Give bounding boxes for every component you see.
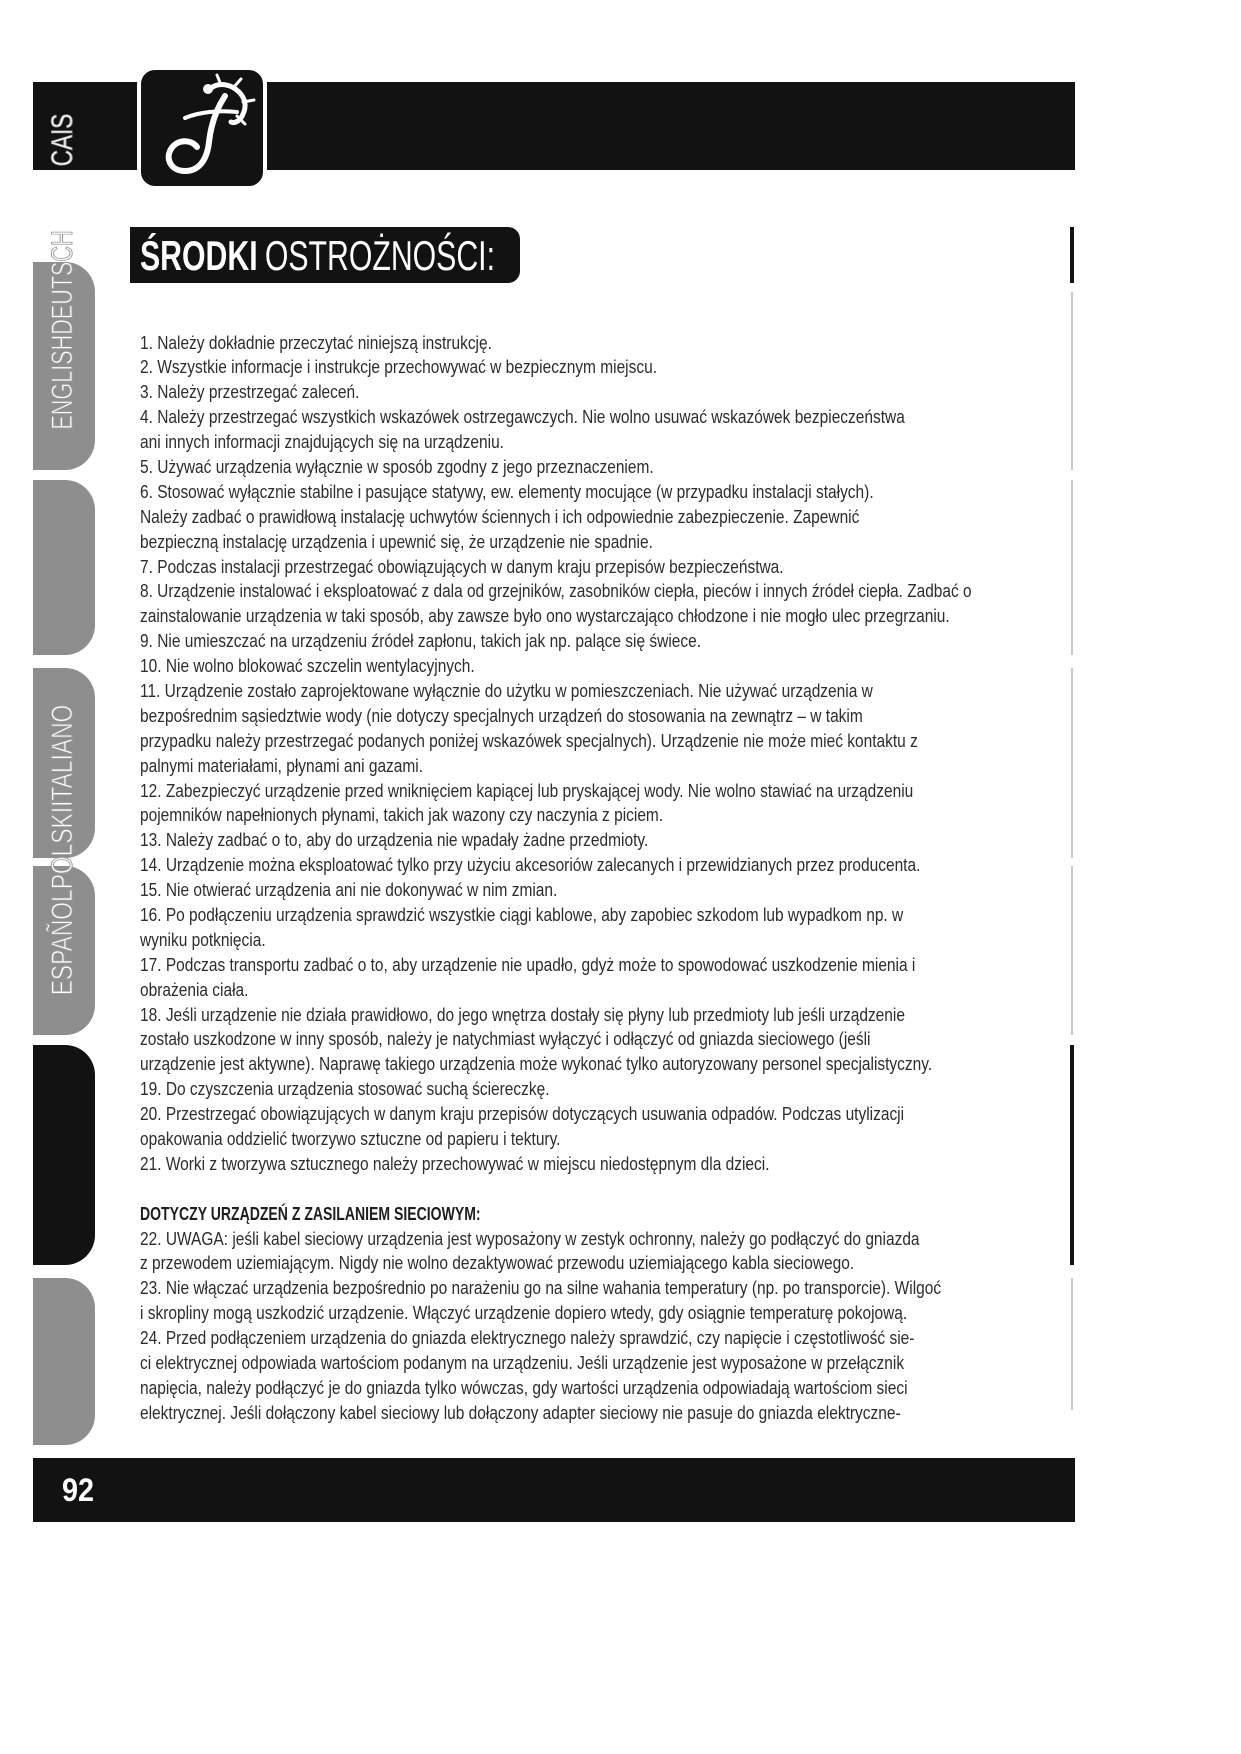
text-line: pojemników napełnionych płynami, takich jak wazony czy naczynia z piciem. [140, 805, 664, 826]
text-line: 5. Używać urządzenia wyłącznie w sposób zgodny z jego przeznaczeniem. [140, 456, 654, 477]
text-line: 14. Urządzenie można eksploatować tylko przy użyciu akcesoriów zalecanych i przewidzianych przez producenta. [140, 855, 921, 876]
text-line: i skropliny mogą uszkodzić urządzenie. Włączyć urządzenie dopiero wtedy, gdy osiągnie temperaturę pokojową. [140, 1303, 908, 1324]
text-line: urządzenie jest aktywne). Naprawę takiego urządzenia może wykonać tylko autoryzowany personel specjalistyczny. [140, 1054, 933, 1075]
footer-band [33, 1458, 1075, 1522]
edge-rule-segment [1071, 480, 1073, 655]
page-title [140, 227, 495, 283]
text-line: 11. Urządzenie zostało zaprojektowane wyłącznie do użytku w pomieszczeniach. Nie używać urządzenia w [140, 680, 873, 701]
precautions-text [140, 331, 980, 1426]
page-number: 92 [62, 1472, 95, 1508]
text-line: wyniku potknięcia. [140, 929, 266, 950]
edge-rule-segment [1071, 668, 1073, 858]
language-tab [33, 1278, 95, 1445]
brand-logo [137, 66, 267, 190]
text-line: 2. Wszystkie informacje i instrukcje przechowywać w bezpiecznym miejscu. [140, 357, 658, 378]
language-label-top: CAIS [46, 113, 79, 167]
title-light: OSTROŻNOŚCI: [264, 232, 495, 279]
title-bold: ŚRODKI [140, 232, 258, 279]
edge-rule-segment [1070, 1045, 1074, 1265]
text-line: 7. Podczas instalacji przestrzegać obowiązujących w danym kraju przepisów bezpieczeństwa. [140, 556, 784, 577]
text-line: 23. Nie włączać urządzenia bezpośrednio po narażeniu go na silne wahania temperatury (np. po transporcie). Wilgoć [140, 1278, 942, 1299]
text-line: 4. Należy przestrzegać wszystkich wskazówek ostrzegawczych. Nie wolno usuwać wskazówek bezpieczeństwa [140, 407, 905, 428]
text-line: 18. Jeśli urządzenie nie działa prawidłowo, do jego wnętrza dostały się płyny lub przedmioty lub jeśli urządzenie [140, 1004, 905, 1025]
text-line: przypadku należy przestrzegać podanych poniżej wskazówek specjalnych). Urządzenie nie może mieć kontaktu z [140, 730, 918, 751]
language-label-lower: ESPAÑOLPOLSKIITALIANO [46, 704, 79, 996]
section-title-bar [130, 227, 520, 283]
text-line: 22. UWAGA: jeśli kabel sieciowy urządzenia jest wyposażony w zestyk ochronny, należy go podłączyć do gniazda [140, 1228, 920, 1249]
language-tab-current [33, 1045, 95, 1265]
language-label-upper: ENGLISHDEUTSCH [46, 230, 79, 430]
text-line: opakowania oddzielić tworzywo sztuczne od papieru i tektury. [140, 1129, 561, 1149]
mains-section-heading: DOTYCZY URZĄDZEŃ Z ZASILANIEM SIECIOWYM: [140, 1203, 481, 1224]
language-tab [33, 480, 95, 655]
edge-rule-segment [1070, 227, 1074, 283]
text-line: napięcia, należy podłączyć je do gniazda tylko wówczas, gdy wartości urządzenia odpowiadają wartościom sieci [140, 1377, 908, 1398]
text-line: ani innych informacji znajdujących się na urządzeniu. [140, 432, 504, 453]
logo-icon [141, 70, 263, 186]
edge-rule-segment [1071, 292, 1073, 470]
text-line: z przewodem uziemiającym. Nigdy nie wolno dezaktywować przewodu uziemiającego kabla sieciowego. [140, 1253, 855, 1274]
text-line: obrażenia ciała. [140, 979, 249, 1000]
edge-rule-segment [1071, 1278, 1073, 1410]
text-line: bezpośrednim sąsiedztwie wody (nie dotyczy specjalnych urządzeń do stosowania na zewnątrz – w takim [140, 705, 863, 726]
text-line: 13. Należy zadbać o to, aby do urządzenia nie wpadały żadne przedmioty. [140, 830, 649, 851]
text-line: bezpieczną instalację urządzenia i upewnić się, że urządzenie nie spadnie. [140, 531, 653, 552]
edge-rule-segment [1071, 866, 1073, 1035]
text-line: 6. Stosować wyłącznie stabilne i pasujące statywy, ew. elementy mocujące (w przypadku instalacji stałych). [140, 481, 874, 502]
text-line: 19. Do czyszczenia urządzenia stosować suchą ściereczkę. [140, 1079, 550, 1100]
text-line: palnymi materiałami, płynami ani gazami. [140, 755, 424, 776]
text-line: ci elektrycznej odpowiada wartościom podanym na urządzeniu. Jeśli urządzenie jest wyposażone w przełącznik [140, 1353, 905, 1374]
text-line: 16. Po podłączeniu urządzenia sprawdzić wszystkie ciągi kablowe, aby zapobiec szkodom lub wypadkom np. w [140, 904, 904, 925]
paragraph-gap [140, 1177, 980, 1202]
text-line: 15. Nie otwierać urządzenia ani nie dokonywać w nim zmian. [140, 880, 558, 901]
text-line: 9. Nie umieszczać na urządzeniu źródeł zapłonu, takich jak np. palące się świece. [140, 631, 702, 652]
text-line: 1. Należy dokładnie przeczytać niniejszą instrukcję. [140, 332, 492, 353]
text-line: 12. Zabezpieczyć urządzenie przed wniknięciem kapiącej lub pryskającej wody. Nie wolno stawiać na urządzeniu [140, 780, 914, 801]
text-line: 8. Urządzenie instalować i eksploatować z dala od grzejników, zasobników ciepła, pieców i innych źródeł ciepła. Zadbać o [140, 581, 972, 602]
text-line: Należy zadbać o prawidłową instalację uchwytów ściennych i ich odpowiednie zabezpieczenie. Zapewnić [140, 506, 860, 527]
text-line: zainstalowanie urządzenia w taki sposób, aby zawsze było ono wystarczająco chłodzone i nie mogło ulec przegrzaniu. [140, 606, 950, 627]
text-line: zostało uszkodzone w inny sposób, należy je natychmiast wyłączyć i odłączyć od gniazda sieciowego (jeśli [140, 1029, 871, 1050]
text-line: 17. Podczas transportu zadbać o to, aby urządzenie nie upadło, gdyż może to spowodować uszkodzenie mienia i [140, 954, 916, 975]
text-line: 21. Worki z tworzywa sztucznego należy przechowywać w miejscu niedostępnym dla dzieci. [140, 1153, 770, 1174]
text-line: 10. Nie wolno blokować szczelin wentylacyjnych. [140, 656, 475, 677]
text-line: 24. Przed podłączeniem urządzenia do gniazda elektrycznego należy sprawdzić, czy napięcie i częstotliwość sie- [140, 1328, 915, 1349]
text-line: 3. Należy przestrzegać zaleceń. [140, 382, 360, 403]
text-line: elektrycznej. Jeśli dołączony kabel sieciowy lub dołączony adapter sieciowy nie pasuje do gniazda elektryczne- [140, 1402, 901, 1423]
text-line: 20. Przestrzegać obowiązujących w danym kraju przepisów dotyczących usuwania odpadów. Podczas utylizacji [140, 1104, 905, 1125]
